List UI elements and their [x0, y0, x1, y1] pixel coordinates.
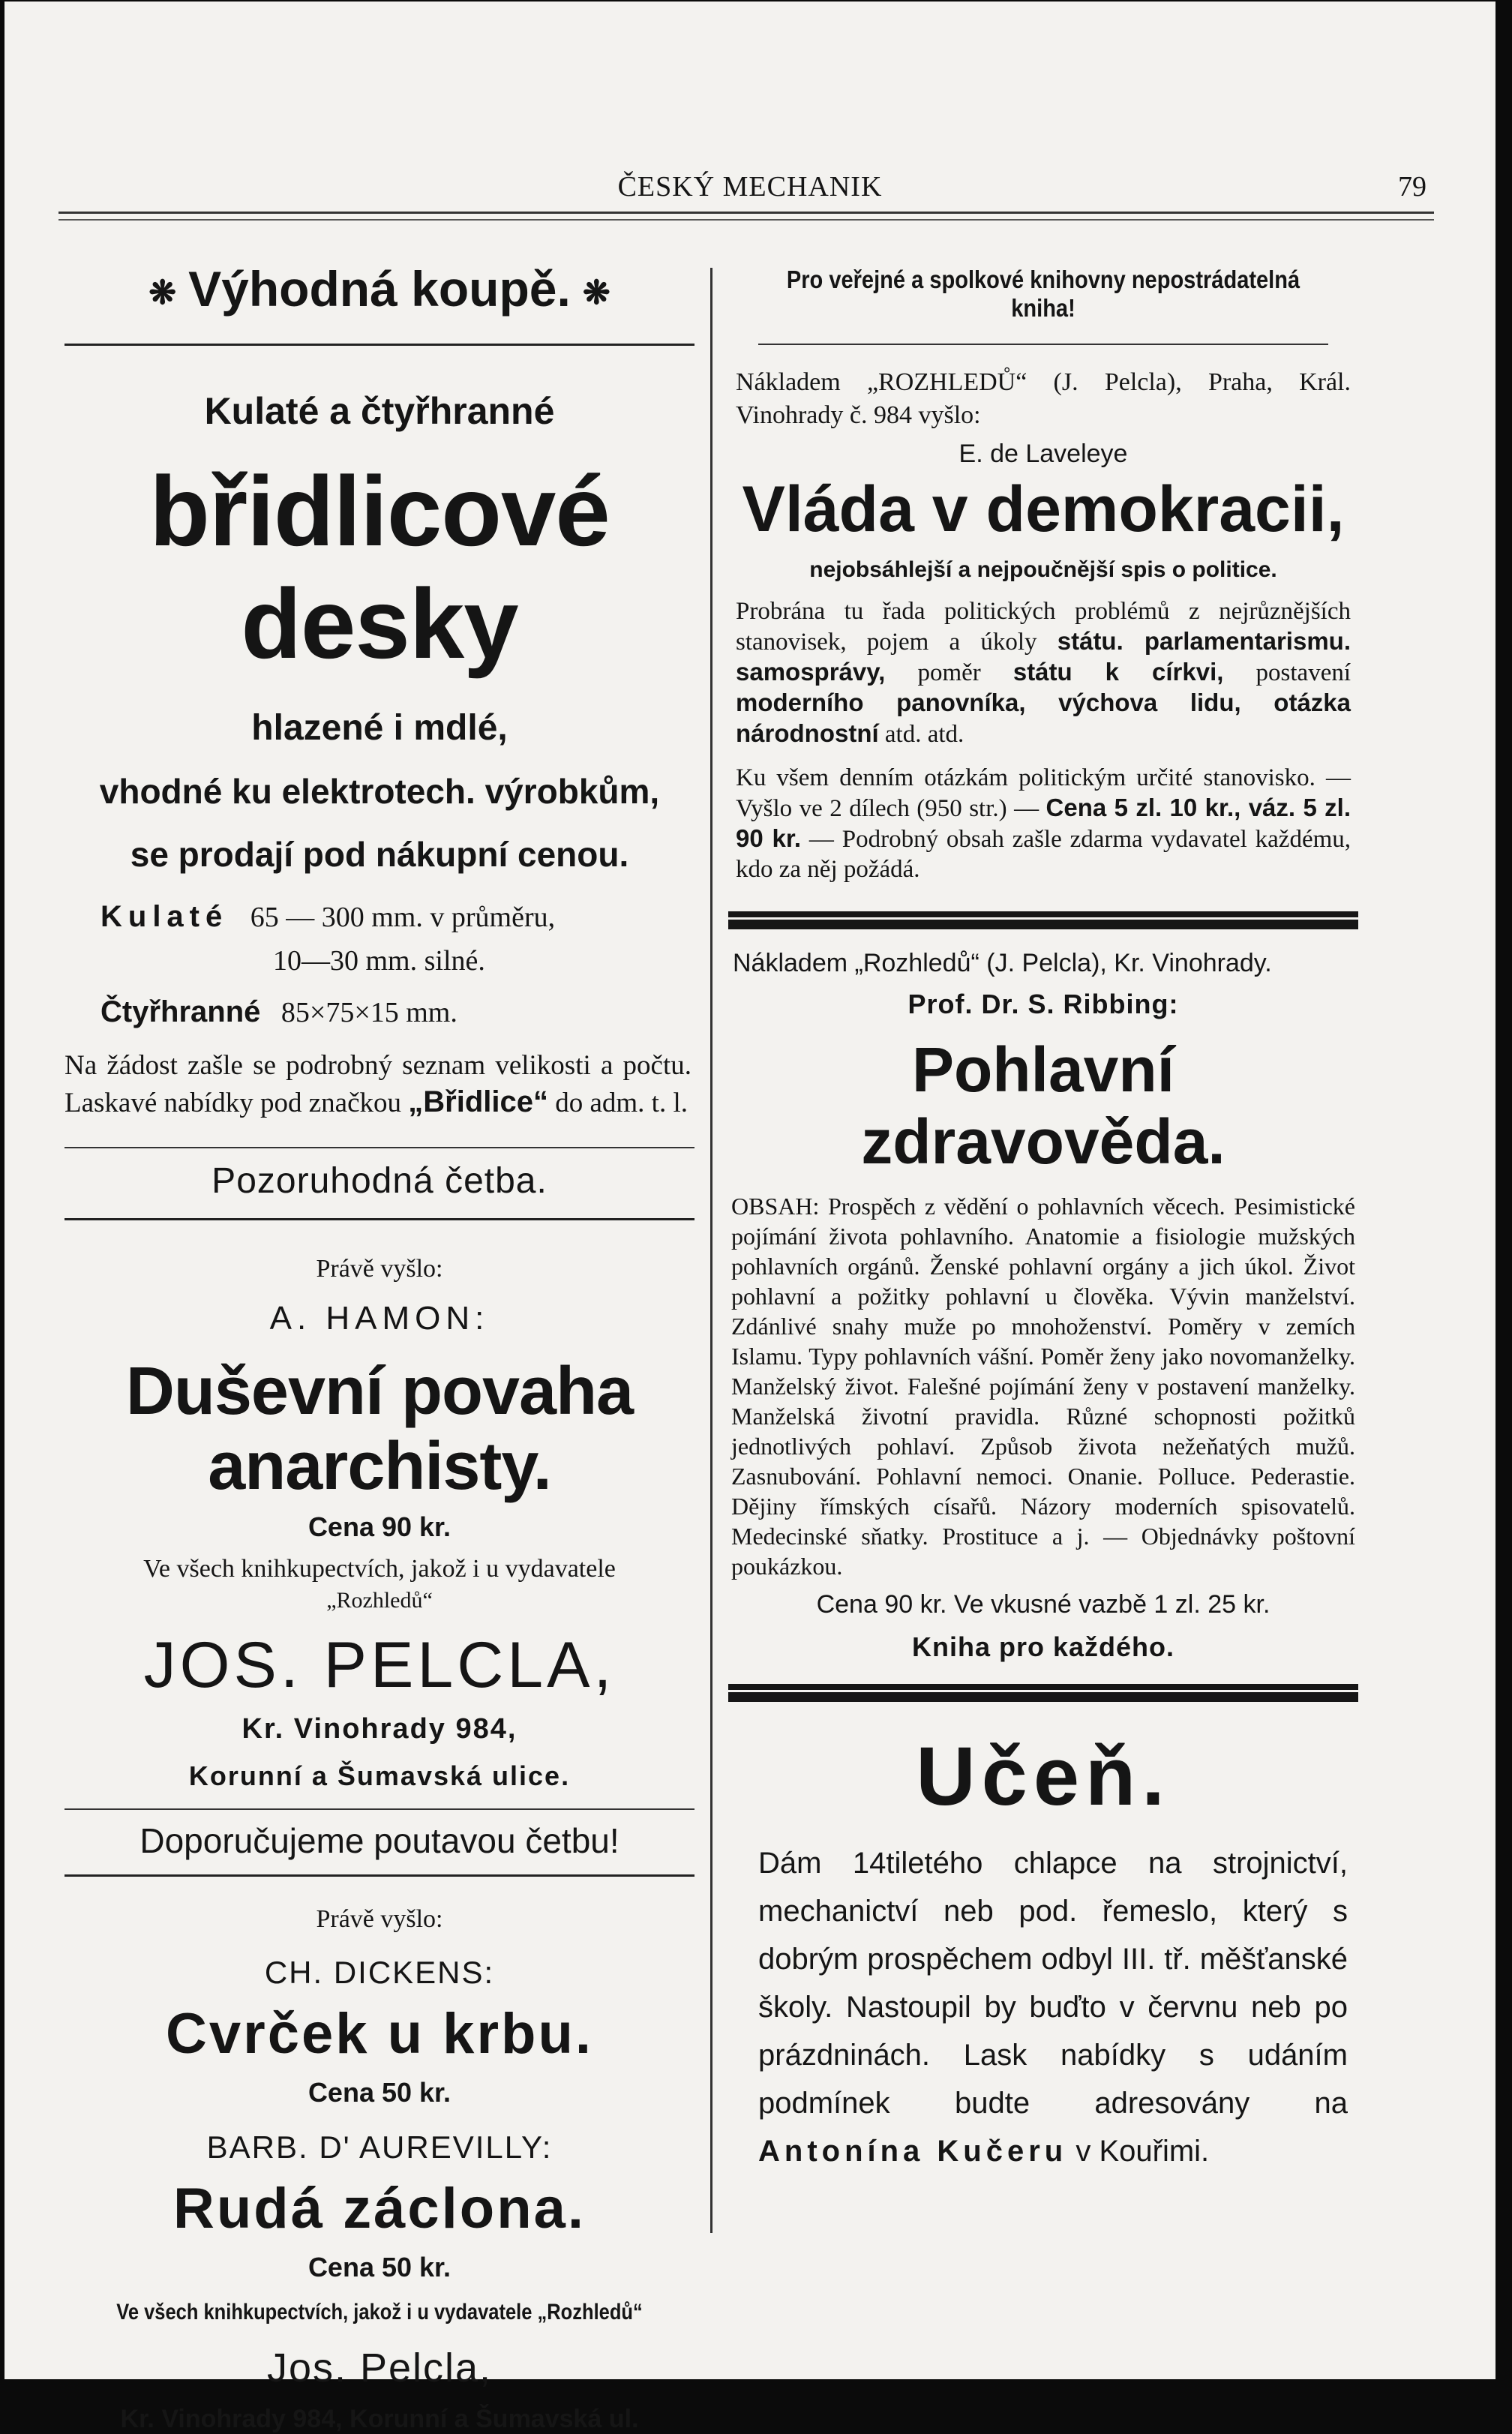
book-tagline: Kniha pro každého.	[911, 1631, 1175, 1662]
book-title: Pohlavní zdravověda.	[861, 1034, 1226, 1177]
book-price: Cena 5 zl. 10 kr., váz. 5 zl. 90 kr.	[736, 794, 1352, 852]
ad-slate-boards	[64, 255, 694, 1121]
ad-big-title: břidlicové desky	[149, 455, 610, 679]
ad-body-end: do adm. t. l.	[555, 1087, 688, 1118]
running-header	[4, 170, 1496, 208]
book-author: CH. DICKENS:	[264, 1954, 495, 1990]
book-price: Cena 90 kr. Ve vkusné vazbě 1 zl. 25 kr.	[816, 1590, 1270, 1619]
ad-tagline: Pro veřejné a spolkové knihovny nepostrádatelná kniha!	[786, 266, 1300, 322]
divider	[64, 1147, 694, 1148]
book-title: Duševní povaha anarchisty.	[125, 1353, 634, 1504]
ad-code: „Břidlice“	[408, 1085, 548, 1118]
book-title: Rudá záclona.	[173, 2176, 586, 2240]
book-title: Cvrček u krbu.	[166, 2001, 593, 2066]
ad-line: Kulaté a čtyřhranné	[204, 389, 555, 432]
right-column	[728, 249, 1358, 2175]
ad-headline	[64, 255, 694, 327]
ad-heading: Učeň.	[916, 1730, 1171, 1823]
book-author: E. de Laveleye	[958, 440, 1128, 468]
description-text: atd. atd.	[884, 721, 964, 748]
ornament-star-icon: ❋	[582, 274, 610, 311]
book-author: Prof. Dr. S. Ribbing:	[908, 989, 1179, 1019]
book-description	[728, 596, 1358, 749]
book-price: Cena 50 kr.	[308, 2251, 452, 2282]
ad-recommended	[64, 1820, 694, 2434]
book-contents: OBSAH: Prospěch z vědění o pohlavních věcech. Pesimistické pojímání života pohlavního. Anatomie a fisiologie mužských pohlavních orgánů. Ženské pohlavní orgány a jich úkol. Život pohlavní a požitky pohlavní u člověka. Vývin manželství. Zdánlivé snahy muže po mnohoženství. Poměry v zemích Islamu. Typy pohlavních vášní. Poměr ženy jako novomanželky. Manželský život. Falešné pojímání ženy v postavení manželky. Manželská životní pravidla. Různé schopnosti požitků jednotlivých pohlaví. Způsob života nežeňatých mužů. Zasnubování. Pohlavní nemoci. Onanie. Polluce. Pederastie. Dějiny římských císařů. Názory moderních spisovatelů. Medecinské sňatky. Prostituce a j. — Objednávky poštovní poukázkou.	[731, 1193, 1355, 1580]
publisher-address: Kr. Vinohrady 984,	[242, 1712, 518, 1745]
description-bold: státu. parlamentarismu. samosprávy,	[736, 627, 1351, 686]
round-thickness: 10—30 mm. silné.	[273, 944, 485, 977]
ad-heading: Pozoruhodná četba.	[212, 1160, 548, 1201]
just-published: Právě vyšlo:	[316, 1904, 443, 1933]
details-text: — Podrobný obsah zašle zdarma vydavatel každému, kdo za něj požádá.	[736, 826, 1352, 883]
ad-body	[64, 1047, 694, 1121]
ad-body-text: Na žádost zašle se podrobný seznam velikosti a počtu. Laskavé nabídky pod značkou	[64, 1049, 692, 1118]
contact-place: v Kouřimi.	[1076, 2135, 1210, 2168]
publisher-name: JOS. PELCLA,	[143, 1628, 616, 1701]
book-author: A. HAMON:	[269, 1299, 490, 1337]
round-sizes-text: 65 — 300 mm. v průměru,	[250, 901, 556, 933]
ad-body	[728, 1839, 1358, 2175]
contact-name: Antonína Kučeru	[758, 2135, 1068, 2168]
description-text: postavení	[1256, 659, 1352, 686]
description-text: Probrána tu řada politických problémů z nejrůznějších stanovisek, pojem a úkoly	[736, 598, 1351, 656]
page	[4, 2, 1496, 2433]
ad-line: hlazené i mdlé,	[251, 707, 508, 748]
publisher-address: Kr. Vinohrady 984, Korunní a Šumavská ul.	[120, 2404, 639, 2433]
ad-laveleye	[728, 266, 1358, 884]
square-sizes-text: 85×75×15 mm.	[280, 996, 458, 1028]
divider	[64, 344, 694, 346]
page-number: 79	[1398, 171, 1426, 203]
distribution-name: „Rozhledů“	[326, 1587, 433, 1613]
book-price: Cena 90 kr.	[308, 1511, 452, 1542]
just-published: Právě vyšlo:	[316, 1254, 443, 1283]
book-details	[728, 763, 1358, 884]
separator-bar	[728, 911, 1358, 929]
ad-body-text: Dám 14tiletého chlapce na strojnictví, mechanictví neb pod. řemeslo, který s dobrým prospěchem odbyl III. tř. měšťanské školy. Nastoupil by buďto v červnu neb po prázdninách. Lask nabídky s udáním podmínek budte adresovány na	[758, 1847, 1348, 2120]
ornament-star-icon: ❋	[148, 274, 177, 311]
publisher-name: Jos. Pelcla,	[266, 2345, 493, 2390]
headline-text: Výhodná koupě.	[188, 261, 571, 317]
round-label: Kulaté	[100, 899, 229, 933]
ad-hamon	[64, 1160, 694, 1792]
round-sizes	[64, 900, 694, 934]
description-text: poměr	[917, 659, 981, 686]
ad-line: se prodají pod nákupní cenou.	[130, 834, 629, 874]
square-label: Čtyřhranné	[100, 995, 261, 1028]
distribution: Ve všech knihkupectvích, jakož i u vydavatele	[143, 1554, 616, 1583]
left-column	[64, 249, 694, 2434]
header-rule	[58, 212, 1434, 214]
ad-publisher-line: Nákladem „Rozhledů“ (J. Pelcla), Kr. Vinohrady.	[733, 949, 1272, 977]
book-subtitle: nejobsáhlejší a nejpoučnější spis o politice.	[809, 557, 1277, 582]
ad-heading: Doporučujeme poutavou četbu!	[140, 1820, 620, 1860]
separator-bar	[728, 1684, 1358, 1702]
ad-line: vhodné ku elektrotech. výrobkům,	[99, 771, 660, 811]
description-bold: moderního panovníka, výchova lidu, otázka národnostní	[736, 689, 1351, 747]
divider	[64, 1218, 694, 1220]
square-sizes	[64, 995, 694, 1029]
divider	[64, 1874, 694, 1877]
book-author: BARB. D' AUREVILLY:	[206, 2129, 553, 2165]
distribution: Ve všech knihkupectvích, jakož i u vydavatele „Rozhledů“	[116, 2299, 643, 2324]
book-title: Vláda v demokracii,	[742, 473, 1345, 545]
column-separator	[710, 268, 712, 2233]
journal-title: ČESKÝ MECHANIK	[617, 171, 883, 203]
ad-publisher-line: Nákladem „ROZHLEDŮ“ (J. Pelcla), Praha, Král. Vinohrady č. 984 vyšlo:	[736, 368, 1351, 429]
publisher-street: Korunní a Šumavská ulice.	[188, 1760, 571, 1791]
book-price: Cena 50 kr.	[308, 2076, 452, 2108]
description-bold: státu k církvi,	[1012, 658, 1224, 686]
ad-apprentice	[728, 1729, 1358, 2175]
divider	[758, 344, 1328, 345]
details-text: Ku všem denním otázkám politickým určité stanovisko. — Vyšlo ve 2 dílech (950 str.) —	[736, 764, 1351, 822]
ad-ribbing	[728, 949, 1358, 1663]
header-rule-thin	[58, 219, 1434, 221]
divider	[64, 1808, 694, 1810]
